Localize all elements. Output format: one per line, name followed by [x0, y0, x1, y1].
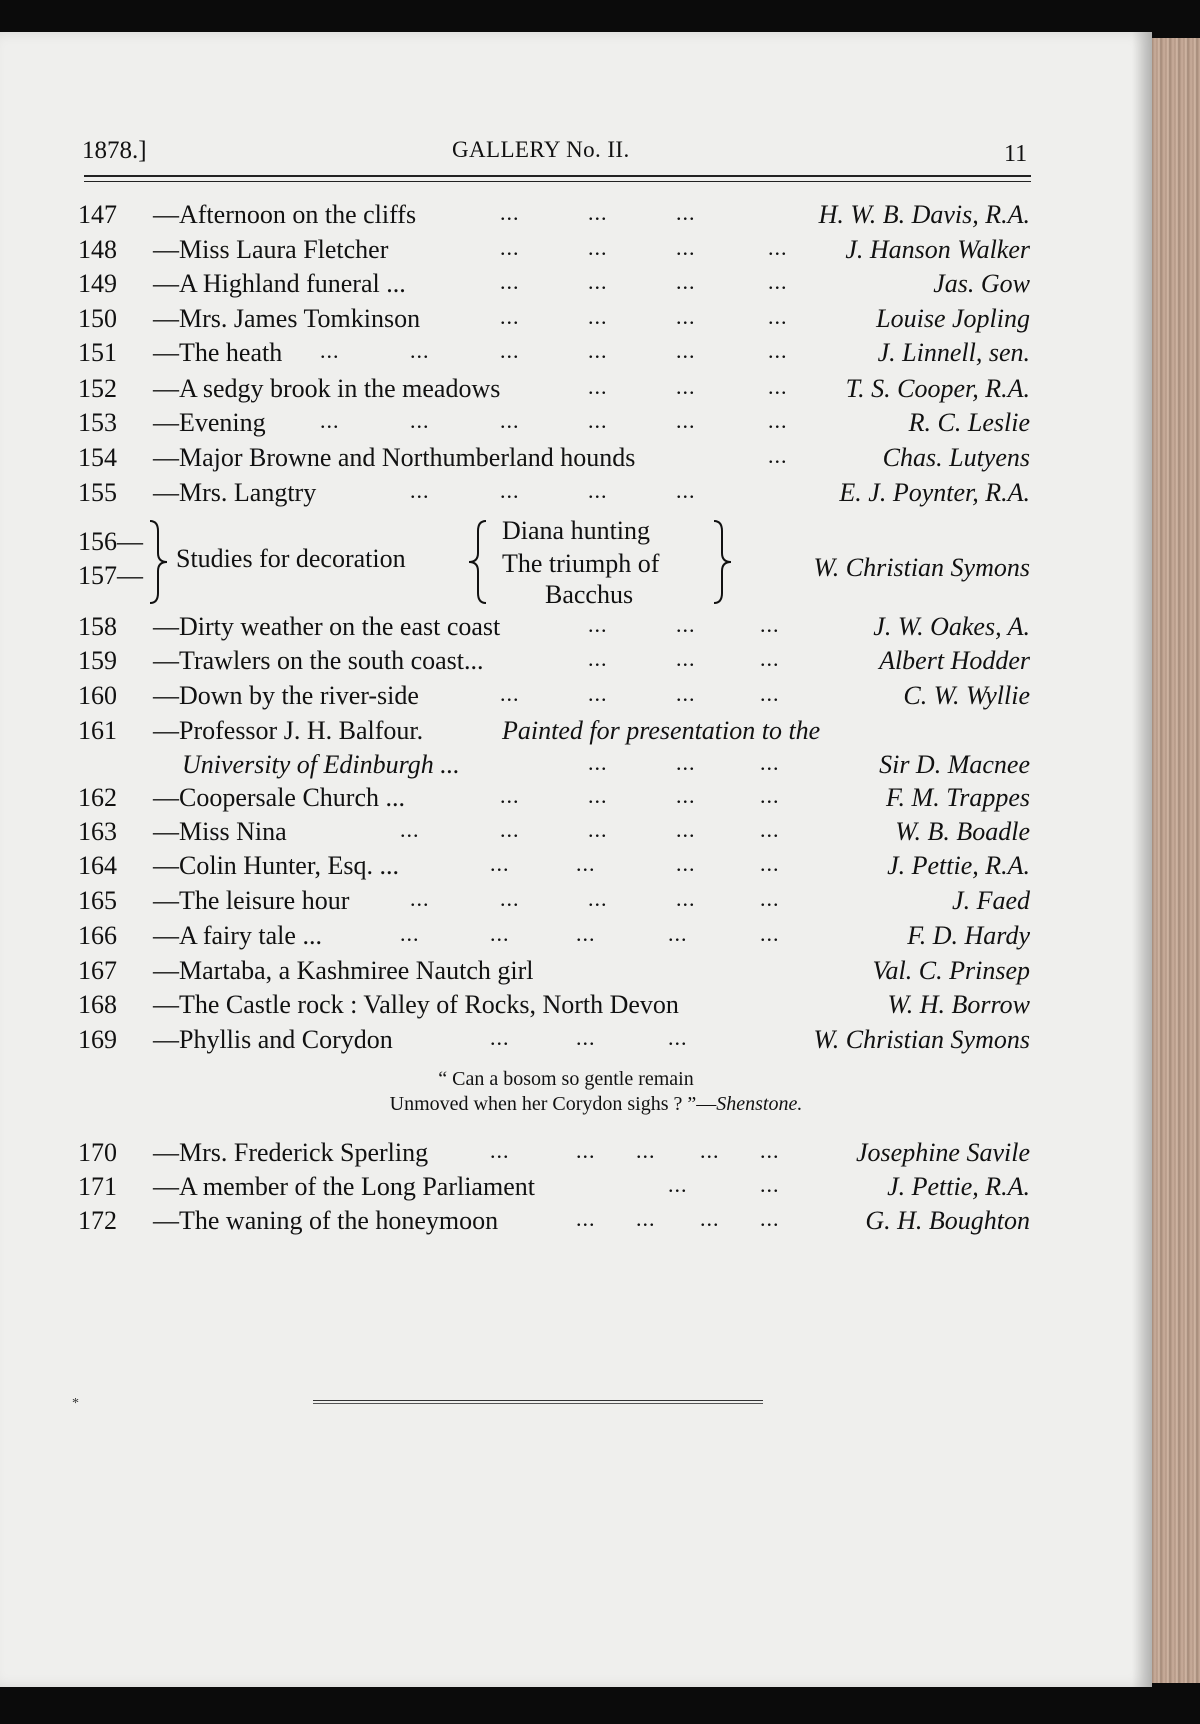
entry-row	[0, 886, 1152, 920]
entry-number: 162	[78, 783, 117, 812]
leader-dots: ...	[676, 478, 696, 503]
entry-artist: Chas. Lutyens	[882, 443, 1030, 472]
entry-number: 151	[78, 338, 117, 367]
entry-title: —A sedgy brook in the meadows	[153, 374, 501, 403]
right-brace-icon	[712, 519, 734, 605]
entry-title: —Miss Nina	[153, 817, 287, 846]
leader-dots: ...	[500, 408, 520, 433]
leader-dots: ...	[320, 338, 340, 363]
entry-row	[0, 1172, 1152, 1206]
entry-artist: F. D. Hardy	[907, 921, 1030, 950]
entry-number: 163	[78, 817, 117, 846]
entry-number: 167	[78, 956, 117, 985]
leader-dots: ...	[676, 886, 696, 911]
entry-row	[0, 200, 1152, 234]
entry-title: —Coopersale Church ...	[153, 783, 406, 812]
entry-row	[0, 646, 1152, 680]
leader-dots: ...	[588, 681, 608, 706]
entry-title: —A member of the Long Parliament	[153, 1172, 535, 1201]
leader-dots: ...	[636, 1138, 656, 1163]
bottom-rule-thin	[313, 1403, 763, 1404]
entry-row	[0, 817, 1152, 851]
entry-row	[0, 783, 1152, 817]
leader-dots: ...	[760, 1172, 780, 1197]
entry-artist: R. C. Leslie	[908, 408, 1030, 437]
entry-number: 158	[78, 612, 117, 641]
entry-number: 150	[78, 304, 117, 333]
leader-dots: ...	[760, 851, 780, 876]
entry-number: 172	[78, 1206, 117, 1235]
leader-dots: ...	[400, 817, 420, 842]
entry-continuation: University of Edinburgh ...	[182, 750, 460, 779]
leader-dots: ...	[588, 817, 608, 842]
entry-number: 170	[78, 1138, 117, 1167]
page-edges	[1152, 38, 1200, 1683]
bottom-rule	[313, 1400, 763, 1401]
leader-dots: ...	[676, 338, 696, 363]
quotation-line	[0, 1068, 1142, 1091]
leader-dots: ...	[588, 200, 608, 225]
entry-artist: W. H. Borrow	[887, 990, 1030, 1019]
leader-dots: ...	[768, 235, 788, 260]
quotation-line	[20, 1093, 1172, 1116]
group-subtitle: The triumph of	[502, 549, 660, 578]
leader-dots: ...	[500, 886, 520, 911]
leader-dots: ...	[588, 886, 608, 911]
leader-dots: ...	[490, 1138, 510, 1163]
entry-artist: C. W. Wyllie	[903, 681, 1030, 710]
leader-dots: ...	[768, 408, 788, 433]
leader-dots: ...	[500, 783, 520, 808]
entry-row	[0, 408, 1152, 442]
entry-row	[0, 681, 1152, 715]
leader-dots: ...	[588, 235, 608, 260]
entry-title: —The Castle rock : Valley of Rocks, North Devon	[153, 990, 679, 1019]
leader-dots: ...	[676, 304, 696, 329]
entry-title: —The waning of the honeymoon	[153, 1206, 499, 1235]
leader-dots: ...	[760, 1138, 780, 1163]
leader-dots: ...	[760, 783, 780, 808]
entry-number: 155	[78, 478, 117, 507]
entry-row	[0, 235, 1152, 269]
entry-row	[0, 612, 1152, 646]
leader-dots: ...	[768, 304, 788, 329]
leader-dots: ...	[760, 1206, 780, 1231]
leader-dots: ...	[588, 750, 608, 775]
bracket-entry-group	[0, 515, 1152, 607]
entry-row	[0, 374, 1152, 408]
leader-dots: ...	[500, 817, 520, 842]
entry-title-italic: Painted for presentation to the	[502, 716, 821, 745]
leader-dots: ...	[668, 1025, 688, 1050]
entry-artist: W. Christian Symons	[813, 553, 1030, 582]
entry-number: 157—	[78, 561, 143, 590]
entry-number: 171	[78, 1172, 117, 1201]
quote-text: Unmoved when her Corydon sighs ? ”—	[389, 1093, 717, 1115]
leader-dots: ...	[588, 374, 608, 399]
entry-artist: F. M. Trappes	[886, 783, 1030, 812]
leader-dots: ...	[760, 612, 780, 637]
leader-dots: ...	[676, 750, 696, 775]
entry-number: 164	[78, 851, 117, 880]
entry-title: —Phyllis and Corydon	[153, 1025, 393, 1054]
leader-dots: ...	[676, 646, 696, 671]
leader-dots: ...	[760, 681, 780, 706]
entry-number: 153	[78, 408, 117, 437]
entry-artist: J. Faed	[952, 886, 1030, 915]
entry-artist: E. J. Poynter, R.A.	[839, 478, 1030, 507]
leader-dots: ...	[500, 304, 520, 329]
leader-dots: ...	[500, 478, 520, 503]
leader-dots: ...	[676, 200, 696, 225]
entry-title: —A fairy tale ...	[153, 921, 322, 950]
entry-number: 154	[78, 443, 117, 472]
entry-number: 149	[78, 269, 117, 298]
leader-dots: ...	[700, 1206, 720, 1231]
entry-title: —Professor J. H. Balfour.	[153, 716, 424, 745]
leader-dots: ...	[676, 817, 696, 842]
entry-title: —A Highland funeral ...	[153, 269, 406, 298]
group-label: Studies for decoration	[176, 544, 406, 573]
leader-dots: ...	[676, 783, 696, 808]
entry-title: —Down by the river-side	[153, 681, 419, 710]
leader-dots: ...	[490, 1025, 510, 1050]
leader-dots: ...	[676, 612, 696, 637]
left-brace-icon	[466, 519, 488, 605]
entry-number: 159	[78, 646, 117, 675]
entry-row	[0, 1206, 1152, 1240]
entry-number: 148	[78, 235, 117, 264]
leader-dots: ...	[588, 783, 608, 808]
quote-text: “ Can a bosom so gentle remain	[438, 1068, 694, 1090]
entry-number: 161	[78, 716, 117, 745]
entry-row	[0, 1138, 1152, 1172]
entry-artist: Josephine Savile	[856, 1138, 1030, 1167]
leader-dots: ...	[768, 269, 788, 294]
leader-dots: ...	[768, 338, 788, 363]
entry-artist: Louise Jopling	[876, 304, 1030, 333]
entry-artist: Val. C. Prinsep	[872, 956, 1030, 985]
header-year: 1878.]	[82, 137, 147, 164]
entry-artist: J. Pettie, R.A.	[887, 851, 1030, 880]
leader-dots: ...	[410, 408, 430, 433]
entry-title: —Trawlers on the south coast...	[153, 646, 484, 675]
entry-row	[0, 338, 1152, 372]
entry-number: 152	[78, 374, 117, 403]
entry-artist: J. Hanson Walker	[845, 235, 1030, 264]
leader-dots: ...	[500, 681, 520, 706]
entry-title: —Miss Laura Fletcher	[153, 235, 389, 264]
entry-title: —Dirty weather on the east coast	[153, 612, 501, 641]
entry-number: 168	[78, 990, 117, 1019]
entry-artist: Jas. Gow	[933, 269, 1030, 298]
leader-dots: ...	[768, 443, 788, 468]
entry-artist: W. Christian Symons	[813, 1025, 1030, 1054]
right-brace-icon	[148, 519, 170, 605]
entry-row	[0, 1025, 1152, 1059]
leader-dots: ...	[676, 374, 696, 399]
leader-dots: ...	[676, 681, 696, 706]
entry-artist: J. Pettie, R.A.	[887, 1172, 1030, 1201]
entry-title: —Mrs. James Tomkinson	[153, 304, 421, 333]
leader-dots: ...	[500, 235, 520, 260]
leader-dots: ...	[760, 921, 780, 946]
leader-dots: ...	[588, 304, 608, 329]
leader-dots: ...	[676, 235, 696, 260]
entry-number: 165	[78, 886, 117, 915]
entry-title: —Mrs. Langtry	[153, 478, 317, 507]
leader-dots: ...	[760, 646, 780, 671]
page-number: 11	[1004, 141, 1028, 167]
leader-dots: ...	[490, 851, 510, 876]
entry-artist: J. Linnell, sen.	[877, 338, 1030, 367]
leader-dots: ...	[410, 478, 430, 503]
entry-title: —Mrs. Frederick Sperling	[153, 1138, 429, 1167]
group-subtitle: Bacchus	[545, 580, 634, 609]
entry-title: —Afternoon on the cliffs	[153, 200, 417, 229]
entry-title: —The leisure hour	[153, 886, 350, 915]
entry-title: —Colin Hunter, Esq. ...	[153, 851, 399, 880]
leader-dots: ...	[588, 646, 608, 671]
entry-row	[0, 956, 1152, 990]
leader-dots: ...	[588, 269, 608, 294]
leader-dots: ...	[676, 408, 696, 433]
leader-dots: ...	[676, 851, 696, 876]
entry-row	[0, 304, 1152, 338]
entry-row	[0, 921, 1152, 955]
leader-dots: ...	[760, 750, 780, 775]
entry-artist: J. W. Oakes, A.	[873, 612, 1030, 641]
entry-title: —Major Browne and Northumberland hounds	[153, 443, 636, 472]
header-title: GALLERY No. II.	[452, 137, 630, 162]
leader-dots: ...	[490, 921, 510, 946]
entry-row	[0, 990, 1152, 1024]
leader-dots: ...	[700, 1138, 720, 1163]
entry-title: —Evening	[153, 408, 266, 437]
entry-number: 147	[78, 200, 117, 229]
group-subtitle: Diana hunting	[502, 516, 651, 545]
entry-title: —The heath	[153, 338, 283, 367]
leader-dots: ...	[588, 408, 608, 433]
leader-dots: ...	[588, 612, 608, 637]
entry-number: 166	[78, 921, 117, 950]
entry-row	[0, 716, 1152, 750]
entry-row-continuation	[0, 750, 1152, 784]
entry-artist: W. B. Boadle	[895, 817, 1030, 846]
leader-dots: ...	[400, 921, 420, 946]
leader-dots: ...	[500, 200, 520, 225]
entry-number: 160	[78, 681, 117, 710]
leader-dots: ...	[636, 1206, 656, 1231]
entry-artist: G. H. Boughton	[865, 1206, 1030, 1235]
entry-number: 156—	[78, 527, 143, 556]
leader-dots: ...	[500, 269, 520, 294]
leader-dots: ...	[576, 921, 596, 946]
leader-dots: ...	[768, 374, 788, 399]
entry-number: 169	[78, 1025, 117, 1054]
leader-dots: ...	[760, 817, 780, 842]
leader-dots: ...	[576, 1025, 596, 1050]
entry-artist: H. W. B. Davis, R.A.	[818, 200, 1030, 229]
leader-dots: ...	[668, 1172, 688, 1197]
entry-row	[0, 269, 1152, 303]
leader-dots: ...	[668, 921, 688, 946]
quote-attribution: Shenstone.	[716, 1093, 803, 1115]
entry-row	[0, 478, 1152, 512]
leader-dots: ...	[500, 338, 520, 363]
entry-title: —Martaba, a Kashmiree Nautch girl	[153, 956, 534, 985]
leader-dots: ...	[588, 478, 608, 503]
leader-dots: ...	[410, 886, 430, 911]
entry-row	[0, 851, 1152, 885]
entry-row	[0, 443, 1152, 477]
leader-dots: ...	[576, 851, 596, 876]
leader-dots: ...	[576, 1138, 596, 1163]
margin-mark: *	[72, 1396, 79, 1411]
leader-dots: ...	[410, 338, 430, 363]
leader-dots: ...	[576, 1206, 596, 1231]
entry-artist: Albert Hodder	[879, 646, 1030, 675]
leader-dots: ...	[588, 338, 608, 363]
leader-dots: ...	[760, 886, 780, 911]
entry-artist: T. S. Cooper, R.A.	[845, 374, 1030, 403]
leader-dots: ...	[320, 408, 340, 433]
entry-artist: Sir D. Macnee	[879, 750, 1030, 779]
leader-dots: ...	[676, 269, 696, 294]
